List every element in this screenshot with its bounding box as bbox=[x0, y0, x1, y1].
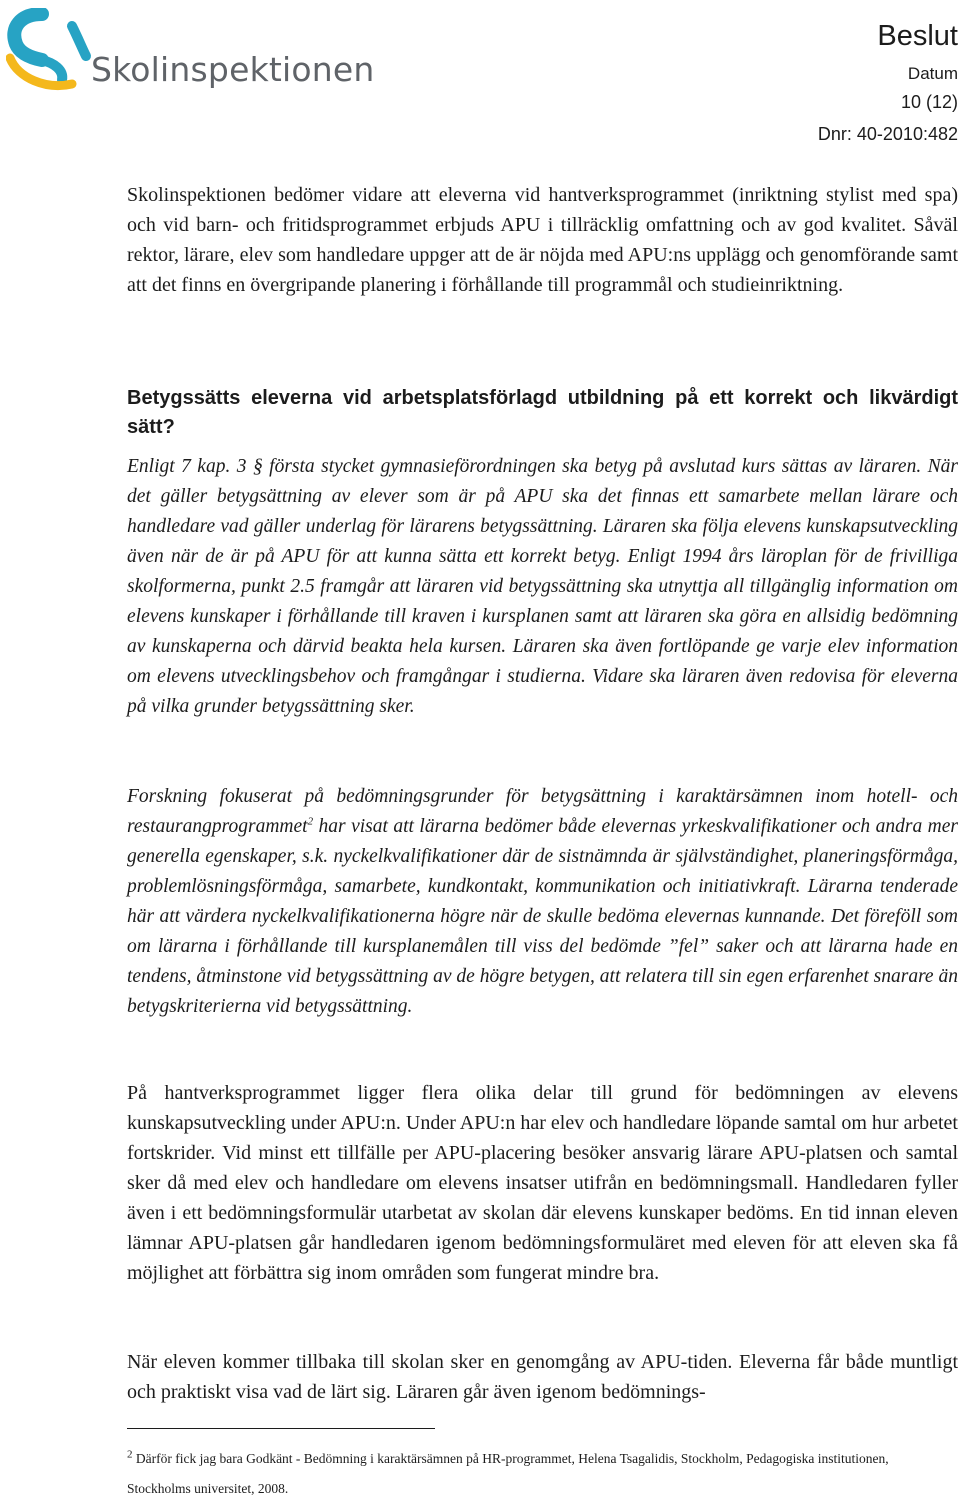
paragraph-apu-quality: Skolinspektionen bedömer vidare att eleverna vid hantverksprogrammet (inriktning stylist med spa) och vid barn- och fritidsprogrammet erbjuds APU i tillräcklig omfattning och av god kvalitet. Såväl rektor, lärare, elev som handledare uppger att de är nöjda med APU:ns upplägg och genomförande samt att det finns en övergripande planering i förhållande till programmål och studieinriktning. bbox=[127, 184, 958, 296]
skolinspektionen-logo bbox=[6, 8, 375, 92]
document-type: Beslut bbox=[877, 20, 958, 52]
paragraph-regulation: Enligt 7 kap. 3 § första stycket gymnasieförordningen ska betyg på avslutad kurs sättas av läraren. När det gäller betygsättning av elever som är på APU ska det finnas ett samarbete mellan lärare och handledare vad gäller underlag för lärarens betygssättning. Läraren ska följa elevens kunskapsutveckling även när de är på APU för att kunna sätta ett korrekt betyg. Enligt 1994 års läroplan för de frivilliga skolformerna, punkt 2.5 framgår att läraren vid betygssättning ska utnyttja all tillgänglig information om elevens kunskaper i förhållande till kraven i kursplanen samt att läraren ska göra en allsidig bedömning av kunskaperna och därvid beakta hela kursen. Läraren ska även fortlöpande ge varje elev information om elevens utvecklingsbehov och framgångar i studierna. Vidare ska läraren även redovisa för eleverna på vilka grunder betygssättning sker. bbox=[127, 456, 958, 717]
research-text-end: har visat att lärarna bedömer både elevernas yrkeskvalifikationer och andra mer generella egenskaper, s.k. nyckelkvalifikationer där de sistnämnda är självständighet, planeringsförmåga, problemlösningsförmåga, samarbete, kundkontakt, kommunikation och initiativkraft. Lärarna tenderade här att värdera nyckelkvalifikationerna högre när de skulle bedöma elevernas kunnande. Det föreföll som om lärarna i förhållande till kursplanemålen till viss del bedömde ”fel” saker och att lärarna hade en tendens, åtminstone vid betygssättning av de högre betygen, att relatera till sin egen erfarenhet snarare än betygskriterierna vid betygssättning. bbox=[127, 816, 958, 1017]
page-number: 10 (12) bbox=[900, 92, 958, 112]
footnote-divider bbox=[127, 1428, 435, 1429]
footnote-reference: 2 bbox=[307, 815, 314, 828]
paragraph-research bbox=[127, 782, 958, 1022]
paragraph-return-to-school: När eleven kommer tillbaka till skolan sker en genomgång av APU-tiden. Eleverna får både muntligt och praktiskt visa vad de lärt sig. Läraren går även igenom bedömnings- bbox=[127, 1351, 958, 1403]
footnote bbox=[127, 1444, 939, 1504]
logo-wordmark: Skolinspektionen bbox=[91, 50, 375, 89]
research-text-start: Forskning fokuserat på bedömningsgrunder för betygsättning i karaktärsämnen inom hotell- och restaurangprogrammet bbox=[127, 786, 958, 837]
registration-number: Dnr: 40-2010:482 bbox=[817, 124, 958, 144]
section-heading: Betygssätts eleverna vid arbetsplatsförlagd utbildning på ett korrekt och likvärdigt sätt? bbox=[127, 387, 958, 438]
paragraph-hantverksprogrammet: På hantverksprogrammet ligger flera olika delar till grund för bedömningen av elevens kunskapsutveckling under APU:n. Under APU:n har elev och handledare löpande samtal om hur arbetet fortskrider. Vid minst ett tillfälle per APU-placering besöker ansvarig lärare APU-platsen och samtal sker då med elev och handledare om elevens insatser utifrån en bedömningsmall. Handledaren fyller även i ett bedömningsformulär utarbetat av skolan där elevens kunskaper bedöms. En tid innan eleven lämnar APU-platsen går handledaren igenom bedömningsformuläret med eleven för att eleven ska få möjlighet att förbättra sig inom områden som fungerat mindre bra. bbox=[127, 1082, 958, 1284]
footnote-text: Därför fick jag bara Godkänt - Bedömning i karaktärsämnen på HR-programmet, Helena Tsagalidis, Stockholm, Pedagogiska institutionen, Stockholms universitet, 2008. bbox=[127, 1451, 889, 1496]
footnote-number: 2 bbox=[127, 1448, 133, 1461]
date-label: Datum bbox=[907, 64, 958, 83]
